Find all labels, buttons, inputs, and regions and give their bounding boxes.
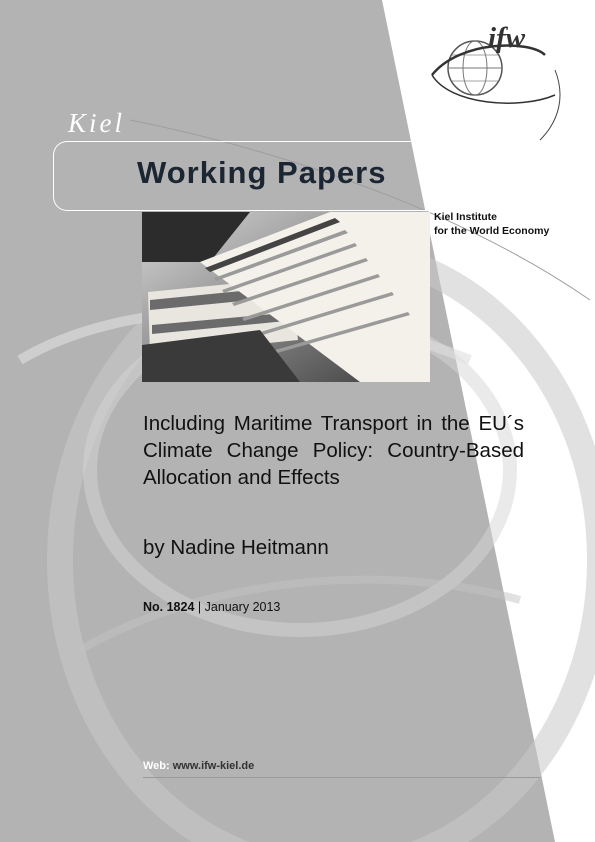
series-name: Kiel — [68, 108, 125, 138]
paper-author: by Nadine Heitmann — [143, 536, 329, 559]
working-papers-title: Working Papers — [137, 155, 387, 190]
institute-name — [434, 210, 549, 238]
globe-icon — [432, 41, 560, 140]
institute-line-2: for the World Economy — [434, 225, 550, 237]
paper-date: January 2013 — [204, 600, 281, 614]
book-photo — [142, 212, 430, 382]
web-footer — [143, 760, 254, 772]
ifw-logo-text: ifw — [488, 22, 526, 54]
paper-number-label: No. 1824 — [143, 600, 195, 614]
paper-title: Including Maritime Transport in the EU´s Climate Change Policy: Country-Based Allocation and Effects — [143, 412, 524, 489]
web-label: Web: — [143, 760, 170, 772]
footer-divider — [143, 777, 540, 778]
separator: | — [194, 600, 205, 614]
paper-number — [143, 600, 280, 614]
institute-line-1: Kiel Institute — [434, 211, 498, 223]
web-url[interactable]: www.ifw-kiel.de — [172, 760, 255, 772]
